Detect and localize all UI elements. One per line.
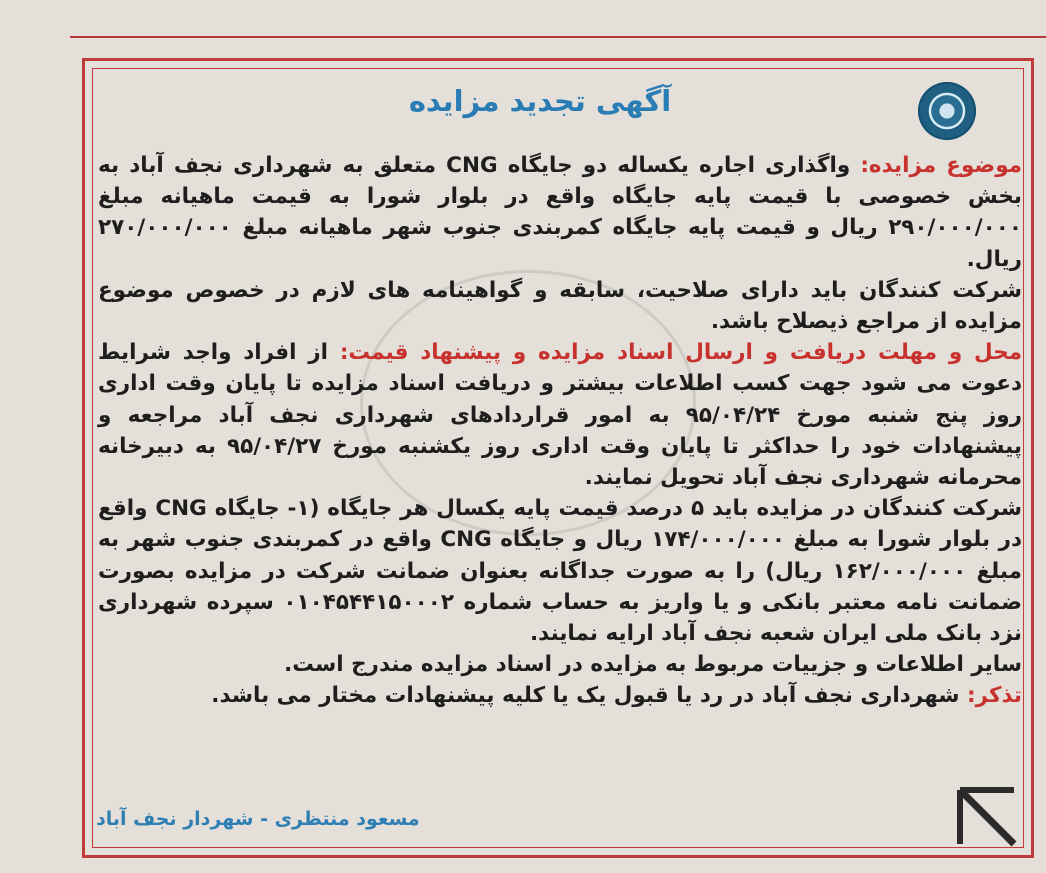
paragraph-note bbox=[98, 680, 1022, 711]
paragraph-eligibility bbox=[98, 275, 1022, 337]
paragraph-details bbox=[98, 649, 1022, 680]
notice-title: آگهی تجدید مزایده bbox=[408, 84, 672, 118]
paragraph-guarantee bbox=[98, 493, 1022, 649]
paragraph-label: تذکر: bbox=[967, 683, 1022, 709]
paragraph-text: شهرداری نجف آباد در رد یا قبول یک یا کلیه پیشنهادات مختار می باشد. bbox=[211, 683, 968, 709]
paragraph-label: محل و مهلت دریافت و ارسال اسناد مزایده و پیشنهاد قیمت: bbox=[339, 340, 1023, 366]
signature-line: مسعود منتظری - شهردار نجف آباد bbox=[96, 808, 420, 830]
paragraph-text: از افراد واجد شرایط دعوت می شود جهت کسب اطلاعات بیشتر و دریافت اسناد مزایده تا پایان وقت اداری روز پنج شنبه مورخ ۹۵/۰۴/۲۴ به امور قراردادهای شهرداری نجف آباد مراجعه و پیشنهادات خود را حداکثر تا پایان وقت اداری روز یکشنبه مورخ ۹۵/۰۴/۲۷ به دبیرخانه محرمانه شهرداری نجف آباد تحویل نمایند. bbox=[98, 340, 1022, 491]
paragraph-text: شرکت کنندگان در مزایده باید ۵ درصد قیمت پایه یکسال هر جایگاه (۱- جایگاه CNG واقع در بلوار شورا به مبلغ ۱۷۴/۰۰۰/۰۰۰ ریال و جایگاه CNG واقع در کمربندی جنوب شهر به مبلغ ۱۶۲/۰۰۰/۰۰۰ ریال) را به صورت جداگانه بعنوان ضمانت شرکت در مزایده بصورت ضمانت نامه معتبر بانکی و یا واریز به حساب شماره ۰۱۰۴۵۴۴۱۵۰۰۰۲ سپرده شهرداری نزد بانک ملی ایران شعبه نجف آباد ارایه نمایند. bbox=[98, 496, 1023, 647]
paragraph-text: سایر اطلاعات و جزییات مربوط به مزایده در اسناد مزایده مندرج است. bbox=[284, 652, 1022, 678]
municipality-seal-icon bbox=[918, 82, 976, 140]
page-divider bbox=[70, 36, 1046, 38]
paragraph-text: واگذاری اجاره یکساله دو جایگاه CNG متعلق به شهرداری نجف آباد به بخش خصوصی با قیمت پایه جایگاه واقع در بلوار شورا به قیمت ماهیانه مبلغ ۲۹۰/۰۰۰/۰۰۰ ریال و قیمت پایه جایگاه کمربندی جنوب شهر ماهیانه مبلغ ۲۷۰/۰۰۰/۰۰۰ ریال. bbox=[98, 153, 1022, 272]
paragraph-text: شرکت کنندگان باید دارای صلاحیت، سابقه و گواهینامه های لازم در خصوص موضوع مزایده از مراجع ذیصلاح باشد. bbox=[98, 277, 1022, 335]
corner-arrow-icon bbox=[952, 782, 1022, 852]
notice-body bbox=[98, 150, 1022, 712]
paragraph-subject bbox=[98, 150, 1022, 275]
paragraph-deadline bbox=[98, 337, 1022, 493]
paragraph-label: موضوع مزایده: bbox=[860, 153, 1022, 178]
